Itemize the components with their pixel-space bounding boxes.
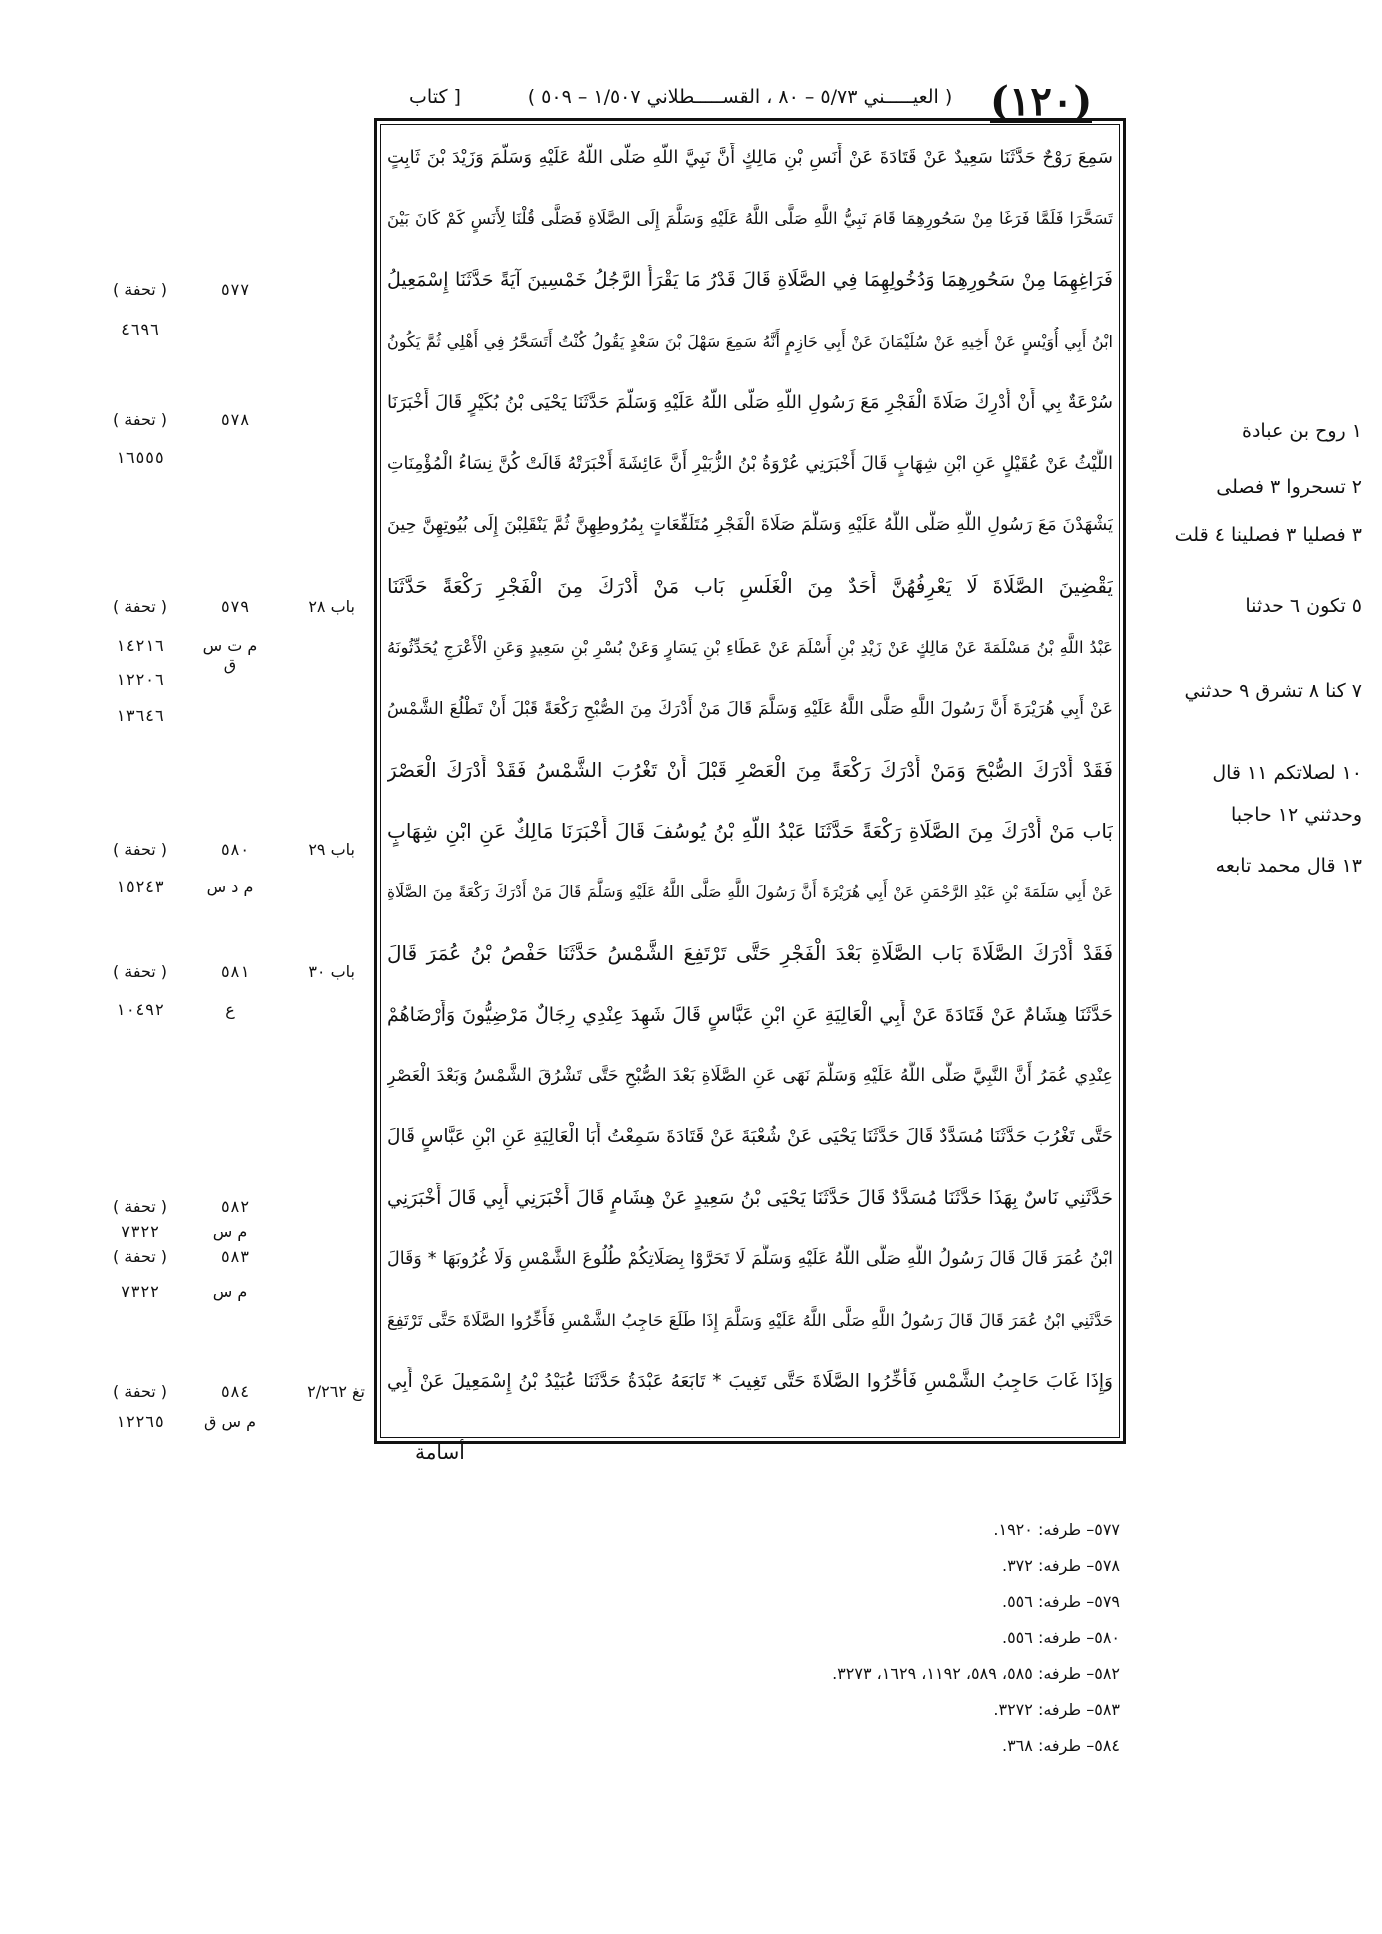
footnote: ٥٨٠– طرفه: ٥٥٦. — [1001, 1628, 1120, 1647]
chapter-ref: تغ ٢/٢٦٢ — [307, 1382, 365, 1401]
text-line: حَتَّى تَغْرُبَ حَدَّثَنَا مُسَدَّدٌ قَالَ حَدَّثَنَا يَحْيَى عَنْ شُعْبَةَ عَنْ قَتَادَةَ سَمِعْتُ أَبَا الْعَالِيَةِ عَنِ ابْنِ عَبَّاسٍ قَالَ — [387, 1126, 1113, 1147]
variant-reading: ١٣ قال محمد تابعه — [1215, 855, 1362, 877]
text-line: وَإِذَا غَابَ حَاجِبُ الشَّمْسِ فَأَخِّرُوا الصَّلَاةَ حَتَّى تَغِيبَ * تَابَعَهُ عَبْدَةُ حَدَّثَنَا عُبَيْدُ بْنُ إِسْمَعِيلَ عَنْ أَبِي — [387, 1370, 1113, 1392]
chapter-ref: باب ٢٨ — [308, 597, 355, 616]
text-line: فَرَاغِهِمَا مِنْ سَحُورِهِمَا وَدُخُولِهِمَا فِي الصَّلَاةِ قَالَ قَدْرُ مَا يَقْرَأُ الرَّجُلُ خَمْسِينَ آيَةً حَدَّثَنَا إِسْمَعِيلُ — [387, 269, 1113, 292]
text-line: عِنْدِي عُمَرُ أَنَّ النَّبِيَّ صَلَّى اللَّهُ عَلَيْهِ وَسَلَّمَ نَهَى عَنِ الصَّلَاةِ بَعْدَ الصُّبْحِ حَتَّى تَشْرُقَ الشَّمْسُ وَبَعْدَ الْعَصْرِ — [387, 1065, 1113, 1086]
collection-sigla: م س ق — [203, 1412, 257, 1431]
text-line: ابْنُ عُمَرَ قَالَ قَالَ رَسُولُ اللَّهِ صَلَّى اللَّهُ عَلَيْهِ وَسَلَّمَ لَا تَحَرَّوْا بِصَلَاتِكُمْ طُلُوعَ الشَّمْسِ وَلَا غُرُوبَهَا * وَقَالَ — [387, 1249, 1113, 1270]
text-line: بَاب مَنْ أَدْرَكَ مِنَ الصَّلَاةِ رَكْعَةً حَدَّثَنَا عَبْدُ اللَّهِ بْنُ يُوسُفَ قَالَ أَخْبَرَنَا مَالِكٌ عَنِ ابْنِ شِهَابٍ — [387, 819, 1113, 844]
text-line: يَقْضِينَ الصَّلَاةَ لَا يَعْرِفُهُنَّ أَحَدٌ مِنَ الْغَلَسِ بَاب مَنْ أَدْرَكَ مِنَ الْفَجْرِ رَكْعَةً حَدَّثَنَا — [387, 574, 1113, 599]
text-line: عَنْ أَبِي سَلَمَةَ بْنِ عَبْدِ الرَّحْمَنِ عَنْ أَبِي هُرَيْرَةَ أَنَّ رَسُولَ اللَّهِ صَلَّى اللَّهُ عَلَيْهِ وَسَلَّمَ قَالَ مَنْ أَدْرَكَ رَكْعَةً مِنَ الصَّلَاةِ — [387, 883, 1113, 902]
tuhfa-code: ٧٣٢٢ — [120, 1222, 160, 1241]
tuhfa-label: ( تحفة ) — [112, 597, 168, 616]
hadith-number: ٥٨٢ — [220, 1197, 250, 1216]
footnote: ٥٨٤– طرفه: ٣٦٨. — [1001, 1736, 1120, 1755]
text-line: حَدَّثَنِي نَاسٌ بِهَذَا حَدَّثَنَا مُسَدَّدٌ قَالَ حَدَّثَنَا يَحْيَى بْنُ سَعِيدٍ عَنْ هِشَامٍ قَالَ أَخْبَرَنِي أَبِي قَالَ أَخْبَرَنِي — [387, 1187, 1113, 1210]
variant-reading: ٥ تكون ٦ حدثنا — [1245, 595, 1362, 617]
footnote: ٥٧٨– طرفه: ٣٧٢. — [1001, 1556, 1120, 1575]
collection-sigla: م ت س ق — [202, 636, 258, 674]
tuhfa-code: ١٢٢٠٦ — [115, 670, 165, 689]
text-line: فَقَدْ أَدْرَكَ الصَّلَاةَ بَاب الصَّلَاةِ بَعْدَ الْفَجْرِ حَتَّى تَرْتَفِعَ الشَّمْسُ حَدَّثَنَا حَفْصُ بْنُ عُمَرَ قَالَ — [387, 941, 1113, 966]
tuhfa-label: ( تحفة ) — [112, 1197, 168, 1216]
hadith-number: ٥٨١ — [220, 962, 250, 981]
variant-reading: ٢ تسحروا ٣ فصلى — [1216, 476, 1362, 498]
footnote: ٥٨٣– طرفه: ٣٢٧٢. — [993, 1700, 1120, 1719]
hadith-number: ٥٨٣ — [220, 1247, 250, 1266]
tuhfa-label: ( تحفة ) — [112, 1382, 168, 1401]
tuhfa-code: ١٦٥٥٥ — [115, 448, 165, 467]
text-line: عَبْدُ اللَّهِ بْنُ مَسْلَمَةَ عَنْ مَالِكٍ عَنْ زَيْدِ بْنِ أَسْلَمَ عَنْ عَطَاءِ بْنِ يَسَارٍ وَعَنْ بُسْرِ بْنِ سَعِيدٍ وَعَنِ الْأَعْرَجِ يُحَدِّثُونَهُ — [387, 637, 1113, 657]
tuhfa-code: ١٣٦٤٦ — [115, 706, 165, 725]
text-line: تَسَحَّرَا فَلَمَّا فَرَغَا مِنْ سَحُورِهِمَا قَامَ نَبِيُّ اللَّهِ صَلَّى اللَّهُ عَلَيْهِ وَسَلَّمَ إِلَى الصَّلَاةِ فَصَلَّى قُلْنَا لِأَنَسٍ كَمْ كَانَ بَيْنَ — [387, 209, 1113, 229]
tuhfa-code: ١٢٢٦٥ — [115, 1412, 165, 1431]
collection-sigla: م د س — [206, 877, 254, 896]
collection-sigla: م س — [212, 1282, 248, 1301]
collection-sigla: م س — [212, 1222, 248, 1241]
hadith-number: ٥٧٩ — [220, 597, 250, 616]
collection-sigla: ع — [225, 1000, 235, 1019]
variant-reading: وحدثني ١٢ حاجبا — [1230, 804, 1362, 826]
footnote: ٥٧٩– طرفه: ٥٥٦. — [1001, 1592, 1120, 1611]
tuhfa-code: ٧٣٢٢ — [120, 1282, 160, 1301]
catchword: أسامة — [415, 1440, 465, 1464]
variant-reading: ٣ فصليا ٣ فصلينا ٤ قلت — [1174, 524, 1362, 546]
tuhfa-label: ( تحفة ) — [112, 962, 168, 981]
hadith-number: ٥٨٤ — [220, 1382, 250, 1401]
running-title: [ كتاب — [409, 86, 461, 108]
text-line: حَدَّثَنَا هِشَامٌ عَنْ قَتَادَةَ عَنْ أَبِي الْعَالِيَةِ عَنِ ابْنِ عَبَّاسٍ قَالَ شَهِدَ عِنْدِي رِجَالٌ مَرْضِيُّونَ وَأَرْضَاهُمْ — [387, 1003, 1113, 1026]
chapter-ref: باب ٣٠ — [308, 962, 355, 981]
variant-reading: ٧ كنا ٨ تشرق ٩ حدثني — [1184, 680, 1362, 702]
hadith-number: ٥٨٠ — [220, 840, 250, 859]
text-line: سَمِعَ رَوْحٌ حَدَّثَنَا سَعِيدٌ عَنْ قَتَادَةَ عَنْ أَنَسِ بْنِ مَالِكٍ أَنَّ نَبِيَّ اللَّهِ صَلَّى اللَّهُ عَلَيْهِ وَسَلَّمَ وَزَيْدَ بْنَ ثَابِتٍ — [387, 147, 1113, 168]
page-number: (١٢٠) — [990, 78, 1093, 125]
text-line: سُرْعَةٌ بِي أَنْ أُدْرِكَ صَلَاةَ الْفَجْرِ مَعَ رَسُولِ اللَّهِ صَلَّى اللَّهُ عَلَيْهِ وَسَلَّمَ حَدَّثَنَا يَحْيَى بْنُ بُكَيْرٍ قَالَ أَخْبَرَنَا — [387, 391, 1113, 413]
footnote: ٥٨٢– طرفه: ٥٨٥، ٥٨٩، ١١٩٢، ١٦٢٩، ٣٢٧٣. — [832, 1664, 1120, 1683]
text-line: حَدَّثَنِي ابْنُ عُمَرَ قَالَ قَالَ رَسُولُ اللَّهِ صَلَّى اللَّهُ عَلَيْهِ وَسَلَّمَ إِذَا طَلَعَ حَاجِبُ الشَّمْسِ فَأَخِّرُوا الصَّلَاةَ حَتَّى تَرْتَفِعَ — [387, 1310, 1113, 1330]
footnote: ٥٧٧– طرفه: ١٩٢٠. — [993, 1520, 1120, 1539]
hadith-number: ٥٧٧ — [220, 280, 250, 299]
main-text — [387, 143, 1113, 1428]
tuhfa-code: ٤٦٩٦ — [120, 320, 160, 339]
hadith-number: ٥٧٨ — [220, 410, 250, 429]
tuhfa-label: ( تحفة ) — [112, 280, 168, 299]
variant-reading: ١ روح بن عبادة — [1242, 420, 1362, 442]
text-line: عَنْ أَبِي هُرَيْرَةَ أَنَّ رَسُولَ اللَّهِ صَلَّى اللَّهُ عَلَيْهِ وَسَلَّمَ قَالَ مَنْ أَدْرَكَ مِنَ الصُّبْحِ رَكْعَةً قَبْلَ أَنْ تَطْلُعَ الشَّمْسُ — [387, 698, 1113, 719]
tuhfa-label: ( تحفة ) — [112, 1247, 168, 1266]
tuhfa-code: ١٥٢٤٣ — [115, 877, 165, 896]
text-line: فَقَدْ أَدْرَكَ الصُّبْحَ وَمَنْ أَدْرَكَ رَكْعَةً مِنَ الْعَصْرِ قَبْلَ أَنْ تَغْرُبَ الشَّمْسُ فَقَدْ أَدْرَكَ الْعَصْرَ — [387, 757, 1113, 782]
variant-reading: ١٠ لصلاتكم ١١ قال — [1212, 762, 1362, 784]
running-reference: ( العيـــــني ٥/٧٣ – ٨٠ ، القســـــطلاني ١/٥٠٧ – ٥٠٩ ) — [527, 86, 953, 108]
chapter-ref: باب ٢٩ — [308, 840, 355, 859]
text-line: يَشْهَدْنَ مَعَ رَسُولِ اللَّهِ صَلَّى اللَّهُ عَلَيْهِ وَسَلَّمَ صَلَاةَ الْفَجْرِ مُتَلَفِّعَاتٍ بِمُرُوطِهِنَّ ثُمَّ يَنْقَلِبْنَ إِلَى بُيُوتِهِنَّ حِينَ — [387, 515, 1113, 536]
tuhfa-code: ١٠٤٩٢ — [115, 1000, 165, 1019]
text-line: ابْنُ أَبِي أُوَيْسٍ عَنْ أَخِيهِ عَنْ سُلَيْمَانَ عَنْ أَبِي حَازِمٍ أَنَّهُ سَمِعَ سَهْلَ بْنَ سَعْدٍ يَقُولُ كُنْتُ أَتَسَحَّرُ فِي أَهْلِي ثُمَّ يَكُونُ — [387, 331, 1113, 351]
tuhfa-label: ( تحفة ) — [112, 410, 168, 429]
tuhfa-label: ( تحفة ) — [112, 840, 168, 859]
text-frame — [374, 118, 1126, 1444]
tuhfa-code: ١٤٢١٦ — [115, 636, 165, 655]
text-line: اللَّيْثُ عَنْ عُقَيْلٍ عَنِ ابْنِ شِهَابٍ قَالَ أَخْبَرَنِي عُرْوَةُ بْنُ الزُّبَيْرِ أَنَّ عَائِشَةَ أَخْبَرَتْهُ قَالَتْ كُنَّ نِسَاءُ الْمُؤْمِنَاتِ — [387, 453, 1113, 474]
